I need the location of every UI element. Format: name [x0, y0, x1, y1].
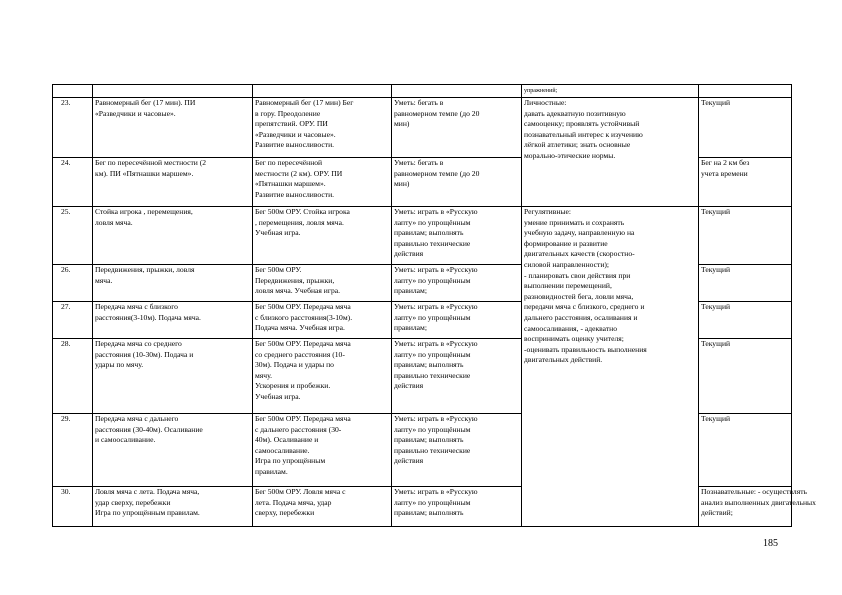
lesson-content-line: Подача мяча. Учебная игра. [255, 323, 345, 333]
lesson-uud-line: Личностные: [524, 98, 567, 107]
lesson-uud-line: Познавательные: - осуществлять [701, 487, 807, 496]
lesson-content [253, 487, 392, 527]
lesson-content [253, 98, 392, 158]
lesson-content-line: препятствий. ОРУ. ПИ [255, 119, 328, 129]
lesson-topic-line: расстояния (10-30м). Подача и [95, 349, 194, 359]
lesson-control [699, 302, 792, 339]
lesson-content-line: Бег 500м ОРУ. Передача мяча [255, 339, 351, 348]
lesson-topic [93, 339, 253, 414]
lesson-uud-line: самоосаливания, - адекватно [524, 323, 618, 333]
lesson-skills-line: лапту» по упрощённым [394, 275, 471, 285]
lesson-topic-line: Стойка игрока , перемещения, [95, 207, 193, 216]
lesson-control [699, 207, 792, 265]
lesson-uud-line: формирование и развитие [524, 238, 608, 248]
lesson-control-line: Текущий [701, 302, 731, 311]
lesson-uud [522, 207, 699, 527]
lesson-uud [699, 487, 816, 527]
lesson-number: 27. [53, 302, 93, 339]
lesson-skills-line: правильно технические [394, 445, 471, 455]
lesson-topic-line: км). ПИ «Пятнашки маршем». [95, 168, 194, 178]
lesson-skills [392, 414, 522, 487]
lesson-skills [392, 207, 522, 265]
lesson-content-line: Бег 500м ОРУ. Передача мяча [255, 302, 351, 311]
lesson-skills [392, 487, 522, 527]
lesson-control [699, 339, 792, 414]
table-row [53, 98, 792, 158]
lesson-topic-line: расстояния(3-10м). Подача мяча. [95, 312, 201, 322]
lesson-skills-line: мин) [394, 179, 410, 189]
lesson-skills-line: правилам; выполнять [394, 360, 464, 370]
lesson-content-line: , перемещения, ловля мяча. [255, 217, 344, 227]
lesson-topic [93, 98, 253, 158]
lesson-topic-line: Бег по пересечённой местности (2 [95, 158, 207, 167]
lesson-uud-line: давать адекватную позитивную [524, 108, 626, 118]
lesson-skills-line: лапту» по упрощённым [394, 312, 471, 322]
lesson-skills-line: лапту» по упрощённым [394, 217, 471, 227]
lesson-content-line: Ускорения и пробежки. [255, 381, 331, 391]
lesson-content-line: Учебная игра. [255, 391, 301, 401]
lesson-control-line: Текущий [701, 339, 731, 348]
lesson-content-line: Бег 500м ОРУ. [255, 265, 302, 274]
lesson-skills-line: равномерном темпе (до 20 [394, 168, 480, 178]
lesson-content-line: Передвижения, прыжки, [255, 275, 335, 285]
lesson-uud-line: умение принимать и сохранять [524, 217, 625, 227]
lesson-uud-line: учебную задачу, направленную на [524, 228, 635, 238]
lesson-content-line: 30м). Подача и удары по [255, 360, 334, 370]
lesson-topic-line: удар сверху, перебежки [95, 497, 171, 507]
lesson-skills-line: правилам; выполнять [394, 435, 464, 445]
lesson-topic-line: Ловля мяча с лета. Подача мяча, [95, 487, 200, 496]
lesson-skills [392, 339, 522, 414]
lesson-topic-line: Игра по упрощённым правилам. [95, 508, 200, 518]
lesson-number: 26. [53, 265, 93, 302]
lesson-skills-line: Уметь: играть в «Русскую [394, 265, 478, 274]
lesson-topic-line: мяча. [95, 275, 113, 285]
lesson-content-line: правилам. [255, 466, 288, 476]
lesson-control-line: Текущий [701, 414, 731, 423]
lesson-uud-line: Регулятивные: [524, 207, 571, 216]
lesson-control [699, 98, 792, 158]
lesson-topic [93, 265, 253, 302]
lesson-skills-line: действия [394, 381, 424, 391]
lesson-topic-line: «Разведчики и часовые». [95, 108, 176, 118]
lesson-content-line: Бег 500м ОРУ. Ловля мяча с [255, 487, 346, 496]
lesson-content-line: мячу. [255, 370, 273, 380]
lesson-control-line: Текущий [701, 207, 731, 216]
lesson-skills-line: правилам; выполнять [394, 228, 464, 238]
lesson-content [253, 302, 392, 339]
lesson-topic [93, 207, 253, 265]
lesson-skills-line: Уметь: играть в «Русскую [394, 414, 478, 423]
lesson-uud-line: разновидностей бега, ловли мяча, [524, 291, 634, 301]
lesson-uud-line: передачи мяча с близкого, среднего и [524, 302, 645, 312]
lesson-uud-line: познавательный интерес к изучению [524, 129, 643, 139]
lesson-skills [392, 302, 522, 339]
page-number: 185 [763, 538, 778, 549]
lesson-skills-line: правильно технические [394, 370, 471, 380]
lesson-number: 23. [53, 98, 93, 158]
lesson-uud-line: силовой направленности); [524, 259, 610, 269]
lesson-topic-line: ловля мяча. [95, 217, 133, 227]
lesson-number: 24. [53, 158, 93, 207]
lesson-content-line: ловля мяча. Учебная игра. [255, 286, 341, 296]
lesson-number: 29. [53, 414, 93, 487]
lesson-number: 25. [53, 207, 93, 265]
lesson-uud-line: -оценивать правильность выполнения [524, 344, 647, 354]
lesson-uud-line: морально-этические нормы. [524, 150, 616, 160]
lesson-content-line: с дальнего расстояния (30- [255, 424, 342, 434]
lesson-content [253, 207, 392, 265]
lesson-content-line: Игра по упрощённым [255, 456, 326, 466]
lesson-skills-line: Уметь: играть в «Русскую [394, 339, 478, 348]
lesson-content [253, 414, 392, 487]
lesson-plan-table [52, 84, 816, 527]
lesson-uud-line: лёгкой атлетики; знать основные [524, 140, 631, 150]
lesson-content-line: лета. Подача мяча, удар [255, 497, 332, 507]
lesson-content [253, 265, 392, 302]
lesson-number: 30. [53, 487, 93, 527]
lesson-control [699, 158, 792, 207]
lesson-control-line: учета времени [701, 168, 748, 178]
table-header-row [53, 85, 792, 98]
lesson-content [253, 339, 392, 414]
lesson-skills-line: правилам; выполнять [394, 508, 464, 518]
lesson-topic-line: Передача мяча с дальнего [95, 414, 179, 423]
lesson-topic [93, 302, 253, 339]
lesson-topic [93, 487, 253, 527]
lesson-control [699, 265, 792, 302]
lesson-uud-line: воспринимать оценку учителя; [524, 334, 624, 344]
lesson-content-line: в гору. Преодоление [255, 108, 321, 118]
lesson-uud-line: - планировать свои действия при [524, 270, 631, 280]
table-row [53, 207, 792, 265]
lesson-skills-line: лапту» по упрощённым [394, 424, 471, 434]
lesson-topic-line: Передача мяча со среднего [95, 339, 182, 348]
lesson-skills [392, 265, 522, 302]
lesson-content-line: «Пятнашки маршем». [255, 179, 326, 189]
lesson-topic [93, 414, 253, 487]
lesson-skills-line: лапту» по упрощённым [394, 349, 471, 359]
lesson-control-line: Текущий [701, 265, 731, 274]
lesson-skills-line: равномерном темпе (до 20 [394, 108, 480, 118]
lesson-content-line: сверху, перебежки [255, 508, 315, 518]
lesson-content-line: Бег по пересечённой [255, 158, 323, 167]
lesson-uud-line: действий; [701, 508, 733, 518]
lesson-content-line: Бег 500м ОРУ. Стойка игрока [255, 207, 350, 216]
lesson-skills-line: правилам; [394, 286, 427, 296]
lesson-control-line: Бег на 2 км без [701, 158, 750, 167]
lesson-skills-line: мин) [394, 119, 410, 129]
lesson-content-line: Развитие выносливости. [255, 189, 335, 199]
lesson-content-line: местности (2 км). ОРУ. ПИ [255, 168, 343, 178]
lesson-skills-line: Уметь: играть в «Русскую [394, 487, 478, 496]
lesson-content [253, 158, 392, 207]
lesson-content-line: 40м). Осаливание и [255, 435, 319, 445]
lesson-uud-line: дальнего расстояния, осаливания и [524, 312, 638, 322]
lesson-content-line: Равномерный бег (17 мин) Бег [255, 98, 354, 107]
lesson-control-line: Текущий [701, 98, 731, 107]
lesson-content-line: самоосаливание. [255, 445, 310, 455]
lesson-skills-line: Уметь: играть в «Русскую [394, 302, 478, 311]
lesson-number: 28. [53, 339, 93, 414]
lesson-uud-line: анализ выполненных двигательных [701, 497, 816, 507]
lesson-skills-line: правильно технические [394, 238, 471, 248]
lesson-uud-line: выполнении перемещений, [524, 281, 612, 291]
lesson-topic [93, 158, 253, 207]
lesson-uud [522, 98, 699, 207]
lesson-skills [392, 158, 522, 207]
lesson-skills-line: Уметь: бегать в [394, 158, 444, 167]
lesson-content-line: «Разведчики и часовые». [255, 129, 336, 139]
lesson-skills-line: действия [394, 456, 424, 466]
lesson-skills-line: Уметь: играть в «Русскую [394, 207, 478, 216]
cut-text: упражнений; [524, 88, 558, 94]
lesson-uud-line: самооценку; проявлять устойчивый [524, 119, 640, 129]
lesson-content-line: Бег 500м ОРУ. Передача мяча [255, 414, 351, 423]
lesson-content-line: со среднего расстояния (10- [255, 349, 345, 359]
lesson-uud-line: двигательных качеств (скоростно- [524, 249, 635, 259]
lesson-skills-line: Уметь: бегать в [394, 98, 444, 107]
lesson-uud-line: двигательных действий. [524, 355, 603, 365]
lesson-skills-line: лапту» по упрощённым [394, 497, 471, 507]
lesson-topic-line: Передача мяча с близкого [95, 302, 178, 311]
lesson-content-line: Учебная игра. [255, 228, 301, 238]
lesson-topic-line: Равномерный бег (17 мин). ПИ [95, 98, 196, 107]
lesson-content-line: Развитие выносливости. [255, 140, 335, 150]
lesson-skills [392, 98, 522, 158]
lesson-topic-line: и самоосаливание. [95, 435, 156, 445]
lesson-skills-line: действия [394, 249, 424, 259]
lesson-skills-line: правилам; [394, 323, 427, 333]
lesson-control [699, 414, 792, 487]
lesson-content-line: с близкого расстояния(3-10м). [255, 312, 353, 322]
lesson-topic-line: Передвижения, прыжки, ловля [95, 265, 195, 274]
lesson-topic-line: расстояния (30-40м). Осаливание [95, 424, 203, 434]
lesson-topic-line: удары по мячу. [95, 360, 144, 370]
